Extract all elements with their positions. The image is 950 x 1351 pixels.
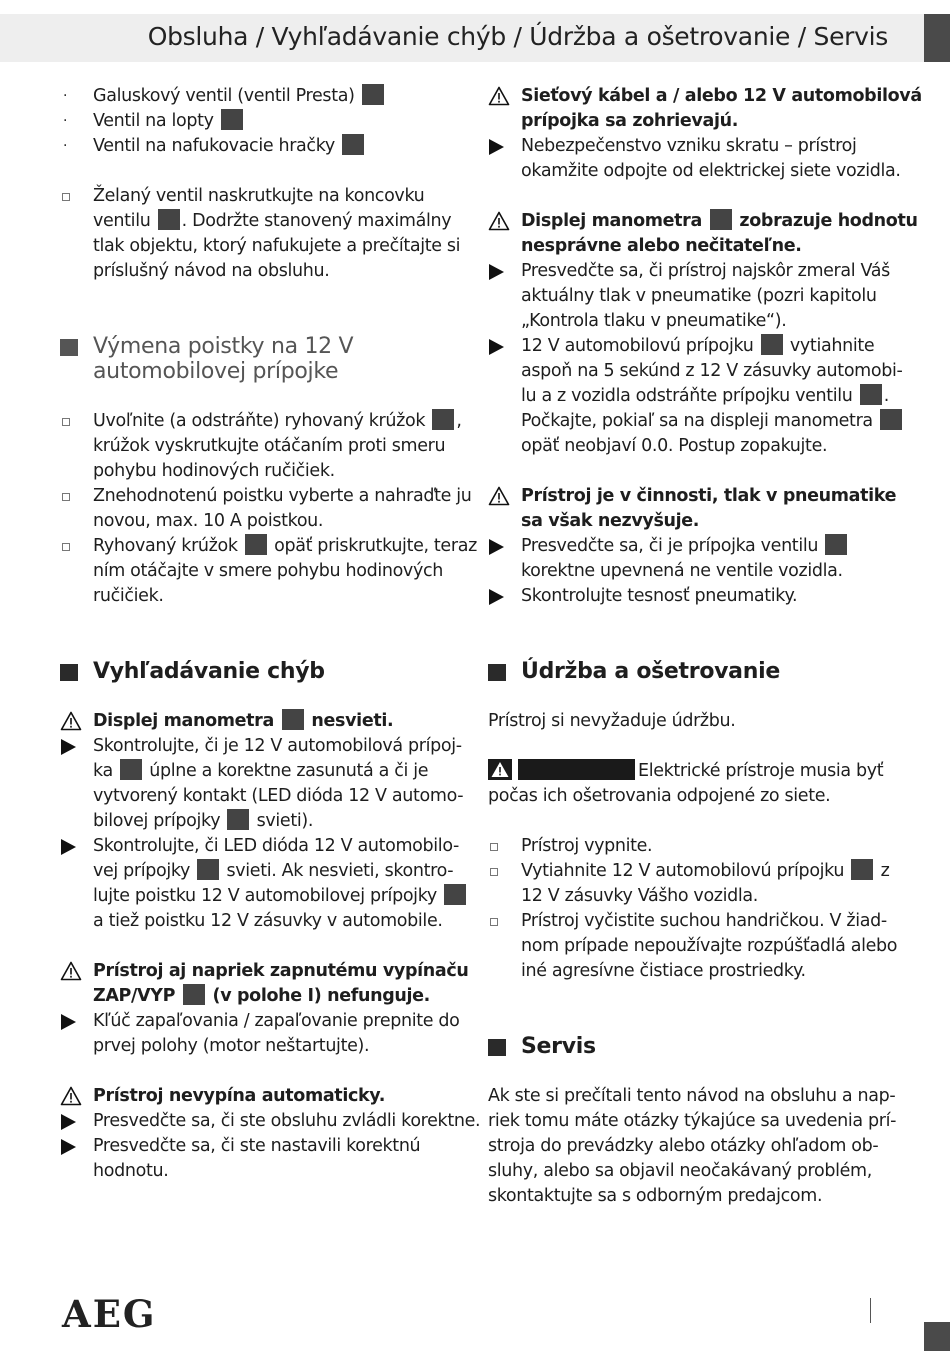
step-item-cont: pohybu hodinových ručičiek. <box>93 461 335 481</box>
ref-square-icon <box>825 534 847 555</box>
ref-square-icon <box>761 334 783 355</box>
step-item-cont: ventilu . Dodržte stanovený maximálny <box>93 211 452 231</box>
step-item: Želaný ventil naskrutkujte na koncovku <box>60 184 462 209</box>
action-item-cont: korektne upevnená ne ventile vozidla. <box>521 561 843 581</box>
section-heading-service: Servis <box>488 1034 892 1059</box>
service-text: Ak ste si prečítali tento návod na obsluhu a nap- <box>488 1086 896 1106</box>
checkbox-icon <box>490 843 498 851</box>
ref-square-icon <box>282 709 304 730</box>
ref-square-icon <box>444 884 466 905</box>
step-item: Uvoľnite (a odstráňte) ryhovaný krúžok , <box>60 409 462 434</box>
action-item: 12 V automobilovú prípojku vytiahnite <box>488 334 892 359</box>
heading-square-icon <box>488 664 506 681</box>
footer-tab <box>924 1322 950 1351</box>
ref-square-icon <box>197 859 219 880</box>
step-item-cont: krúžok vyskrutkujte otáčaním proti smeru <box>93 436 446 456</box>
service-text-cont: riek tomu máte otázky týkajúce sa uvedenia prí- <box>488 1111 897 1131</box>
maintenance-warning-cont: počas ich ošetrovania odpojené zo siete. <box>488 786 831 806</box>
action-item: Presvedčte sa, či ste nastavili korektnú <box>60 1134 462 1159</box>
step-item-cont: novou, max. 10 A poistkou. <box>93 511 324 531</box>
action-item-cont: vej prípojky svieti. Ak nesvieti, skontro- <box>93 861 454 881</box>
ref-square-icon <box>183 984 205 1005</box>
service-text-cont: sluhy, alebo sa objavil neočakávaný problém, <box>488 1161 872 1181</box>
warning-triangle-icon <box>60 1086 82 1106</box>
arrow-bullet-icon <box>61 1014 76 1030</box>
header-title: Obsluha / Vyhľadávanie chýb / Údržba a ošetrovanie / Servis <box>147 22 888 51</box>
ref-square-icon <box>158 209 180 230</box>
right-column <box>488 84 922 1209</box>
checkbox-icon <box>490 918 498 926</box>
action-item-cont: okamžite odpojte od elektrickej siete vozidla. <box>521 161 901 181</box>
maintenance-warning: Elektrické prístroje musia byť <box>488 759 892 784</box>
ref-square-icon <box>860 384 882 405</box>
action-item-cont: a tiež poistku 12 V zásuvky v automobile. <box>93 911 443 931</box>
checkbox-icon <box>62 543 70 551</box>
step-item-cont: iné agresívne čistiace prostriedky. <box>521 961 806 981</box>
ref-square-icon <box>880 409 902 430</box>
action-item-cont: lujte poistku 12 V automobilovej prípojky <box>60 884 462 909</box>
arrow-bullet-icon <box>489 264 504 280</box>
action-item-cont: lu a z vozidla odstráňte prípojku ventilu . <box>521 386 889 406</box>
step-item-cont: príslušný návod na obsluhu. <box>93 261 330 281</box>
checkbox-icon <box>62 193 70 201</box>
section-heading-fuse-cont: automobilovej prípojke <box>93 359 339 384</box>
action-item-cont: „Kontrola tlaku v pneumatike“). <box>521 311 787 331</box>
action-item: Presvedčte sa, či ste obsluhu zvládli korektne. <box>60 1109 462 1134</box>
step-item: Prístroj vyčistite suchou handričkou. V žiad- <box>488 909 892 934</box>
arrow-bullet-icon <box>61 1114 76 1130</box>
step-item-cont: ním otáčajte v smere pohybu hodinových <box>93 561 443 581</box>
warning-triangle-icon <box>60 961 82 981</box>
action-item: Nebezpečenstvo vzniku skratu – prístroj <box>488 134 892 159</box>
warning-title-cont: ZAP/VYP (v polohe I) nefunguje. <box>93 986 430 1006</box>
arrow-bullet-icon <box>61 1139 76 1155</box>
warning-triangle-icon <box>488 86 510 106</box>
section-heading-troubleshoot: Vyhľadávanie chýb <box>60 659 462 684</box>
list-item: · Galuskový ventil (ventil Presta) <box>60 84 462 109</box>
section-heading-maintenance: Údržba a ošetrovanie <box>488 659 892 684</box>
warning-title: Prístroj aj napriek zapnutému vypínaču <box>60 959 462 984</box>
action-item-cont: aktuálny tlak v pneumatike (pozri kapitolu <box>521 286 877 306</box>
warning-title-cont: prípojka sa zohrievajú. <box>521 111 738 131</box>
warning-triangle-icon <box>488 486 510 506</box>
page-header <box>0 14 950 62</box>
action-item-cont: aspoň na 5 sekúnd z 12 V zásuvky automobi- <box>521 361 903 381</box>
step-item: Vytiahnite 12 V automobilovú prípojku z <box>488 859 892 884</box>
warning-title: Displej manometra nesvieti. <box>60 709 462 734</box>
ref-square-icon <box>851 859 873 880</box>
step-item: Ryhovaný krúžok opäť priskrutkujte, teraz <box>60 534 462 559</box>
ref-square-icon <box>362 84 384 105</box>
maintenance-intro: Prístroj si nevyžaduje údržbu. <box>488 711 736 731</box>
page-number-divider <box>870 1298 871 1323</box>
ref-square-icon <box>221 109 243 130</box>
action-item-cont: vytvorený kontakt (LED dióda 12 V automo- <box>93 786 464 806</box>
dot-bullet-icon: · <box>62 88 68 104</box>
arrow-bullet-icon <box>489 139 504 155</box>
arrow-bullet-icon <box>489 589 504 605</box>
action-item: Skontrolujte tesnosť pneumatiky. <box>488 584 892 609</box>
warning-title: Sieťový kábel a / alebo 12 V automobilová <box>488 84 892 109</box>
action-item: Kľúč zapaľovania / zapaľovanie prepnite do <box>60 1009 462 1034</box>
step-item-cont: nom prípade nepoužívajte rozpúšťadlá alebo <box>521 936 898 956</box>
heading-square-icon <box>488 1039 506 1056</box>
list-item: · Ventil na lopty <box>60 109 462 134</box>
arrow-bullet-icon <box>61 739 76 755</box>
heading-square-icon <box>60 339 78 356</box>
header-tab <box>924 14 950 62</box>
ref-square-icon <box>227 809 249 830</box>
step-item-cont: ručičiek. <box>93 586 164 606</box>
arrow-bullet-icon <box>489 539 504 555</box>
warning-title: Displej manometra zobrazuje hodnotu <box>488 209 892 234</box>
warning-title-cont: sa však nezvyšuje. <box>521 511 700 531</box>
ref-square-icon <box>342 134 364 155</box>
step-item: Prístroj vypnite. <box>488 834 892 859</box>
list-item: · Ventil na nafukovacie hračky <box>60 134 462 159</box>
checkbox-icon <box>490 868 498 876</box>
service-text-cont: skontaktujte sa s odborným predajcom. <box>488 1186 823 1206</box>
warning-title-cont: nesprávne alebo nečitateľne. <box>521 236 802 256</box>
action-item: Presvedčte sa, či je prípojka ventilu <box>488 534 892 559</box>
action-item-cont: opäť neobjaví 0.0. Postup zopakujte. <box>521 436 828 456</box>
action-item-cont: prvej polohy (motor neštartujte). <box>93 1036 370 1056</box>
ref-square-icon <box>245 534 267 555</box>
action-item-cont: ka úplne a korektne zasunutá a či je <box>93 761 429 781</box>
step-item-cont: tlak objektu, ktorý nafukujete a prečítajte si <box>93 236 461 256</box>
action-item-cont: hodnotu. <box>93 1161 169 1181</box>
checkbox-icon <box>62 493 70 501</box>
ref-square-icon <box>120 759 142 780</box>
warning-triangle-icon <box>488 211 510 231</box>
step-item: Znehodnotenú poistku vyberte a nahraďte ju <box>60 484 462 509</box>
action-item: Skontrolujte, či LED dióda 12 V automobilo- <box>60 834 462 859</box>
arrow-bullet-icon <box>489 339 504 355</box>
left-column <box>60 84 481 1184</box>
dot-bullet-icon: · <box>62 138 68 154</box>
warning-triangle-icon <box>60 711 82 731</box>
warning-label-bar <box>518 759 635 780</box>
heading-square-icon <box>60 664 78 681</box>
action-item: Skontrolujte, či je 12 V automobilová prípoj- <box>60 734 462 759</box>
ref-square-icon <box>432 409 454 430</box>
warning-title: Prístroj nevypína automaticky. <box>60 1084 462 1109</box>
aeg-logo: AEG <box>62 1292 157 1336</box>
section-heading-fuse: Výmena poistky na 12 V <box>60 334 462 359</box>
arrow-bullet-icon <box>61 839 76 855</box>
action-item-cont: Počkajte, pokiaľ sa na displeji manometra <box>488 409 892 434</box>
service-text-cont: stroja do prevádzky alebo otázky ohľadom ob- <box>488 1136 879 1156</box>
dot-bullet-icon: · <box>62 113 68 129</box>
checkbox-icon <box>62 418 70 426</box>
ref-square-icon <box>710 209 732 230</box>
warning-badge-icon <box>488 759 512 780</box>
step-item-cont: 12 V zásuvky Vášho vozidla. <box>521 886 759 906</box>
warning-title: Prístroj je v činnosti, tlak v pneumatike <box>488 484 892 509</box>
action-item: Presvedčte sa, či prístroj najskôr zmeral Váš <box>488 259 892 284</box>
action-item-cont: bilovej prípojky svieti). <box>93 811 314 831</box>
